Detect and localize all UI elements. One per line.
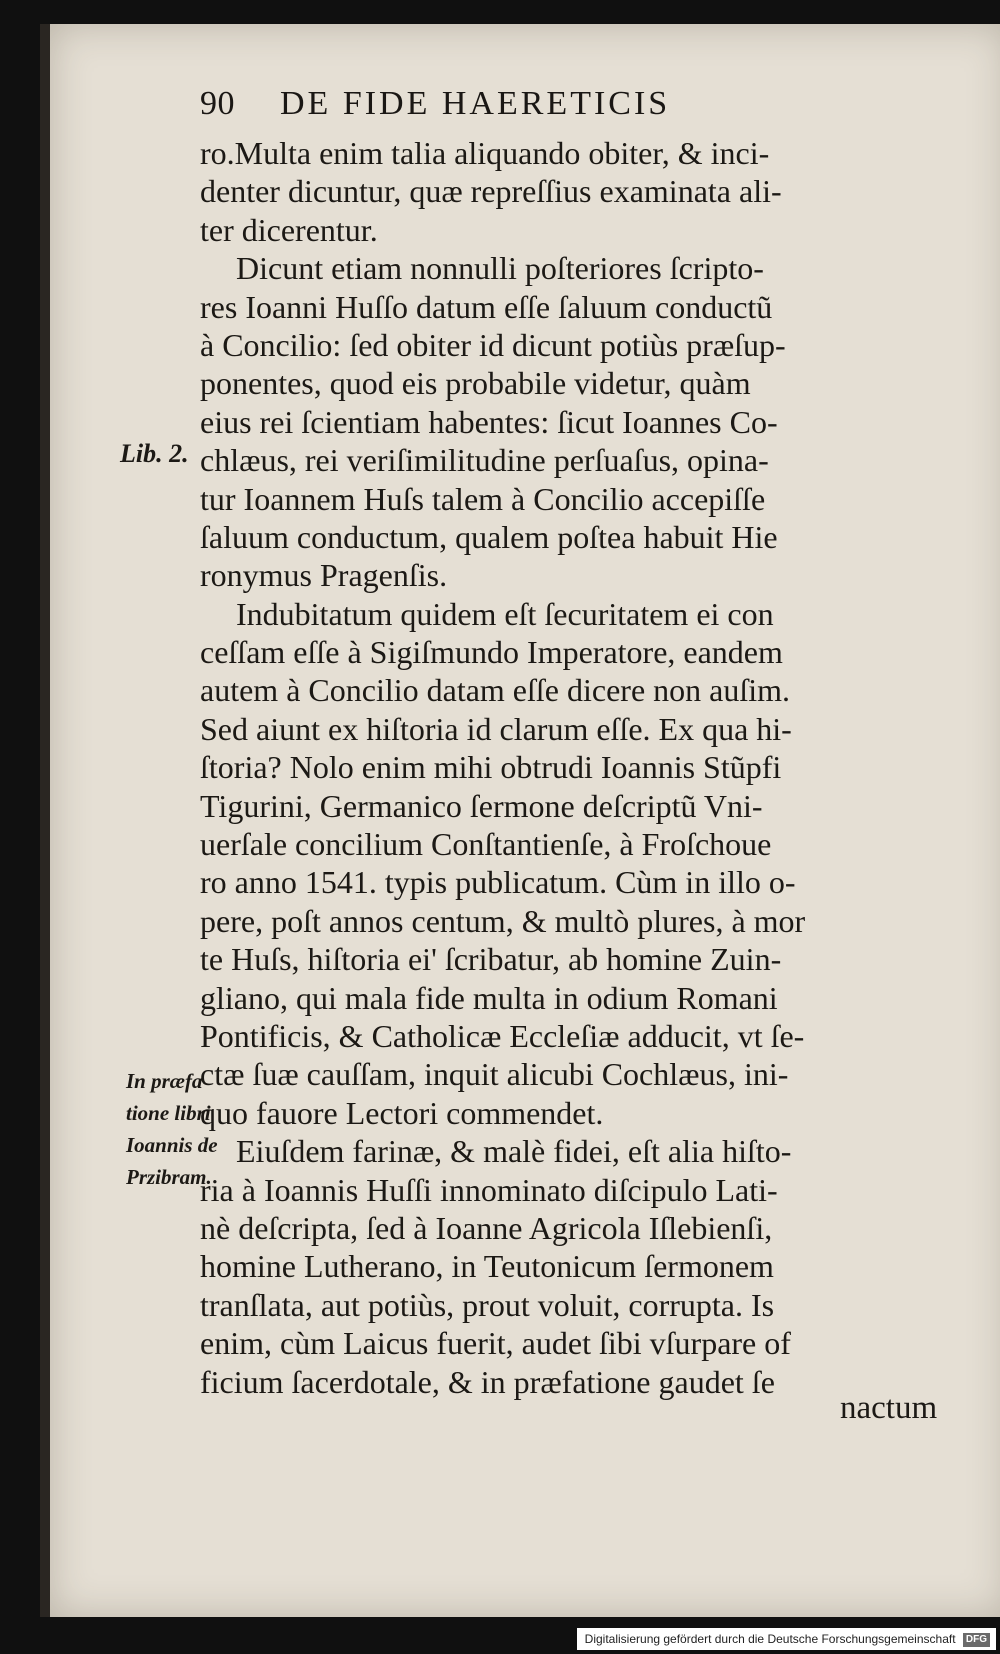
text-line: Eiuſdem farinæ, & malè fidei, eſt alia hiſto-: [236, 1133, 792, 1170]
text-line: ria à Ioannis Huſſi innominato diſcipulo Lati-: [200, 1171, 778, 1208]
text-line: ter dicerentur.: [200, 211, 378, 248]
text-line: eius rei ſcientiam habentes: ſicut Ioannes Co-: [200, 403, 778, 440]
dfg-logo: DFG: [963, 1633, 990, 1647]
text-line: denter dicuntur, quæ repreſſius examinata ali-: [200, 173, 782, 210]
text-line: ro.Multa enim talia aliquando obiter, & inci-: [200, 135, 770, 171]
text-line: à Concilio: ſed obiter id dicunt potiùs præſup-: [200, 326, 786, 363]
text-line: ceſſam eſſe à Sigiſmundo Imperatore, eandem: [200, 634, 783, 671]
text-line: enim, cùm Laicus fuerit, audet ſibi vſurpare of: [200, 1325, 791, 1362]
text-line: tur Ioannem Huſs talem à Concilio accepiſſe: [200, 480, 766, 517]
text-line: Sed aiunt ex hiſtoria id clarum eſſe. Ex qua hi-: [200, 710, 792, 747]
margin-note-line: Przibram.: [126, 1165, 212, 1189]
text-line: uerſale concilium Conſtantienſe, à Froſchoue: [200, 826, 772, 863]
margin-note-line: tione libri: [126, 1101, 211, 1125]
margin-note-line: In præfa: [126, 1069, 203, 1093]
text-line: nè deſcripta, ſed à Ioanne Agricola Iſlebienſi,: [200, 1209, 773, 1246]
margin-note-line: Ioannis de: [126, 1133, 218, 1157]
running-title: DE FIDE HAERETICIS: [280, 85, 671, 122]
text-line: Indubitatum quidem eſt ſecuritatem ei con: [236, 595, 774, 632]
text-line: ponentes, quod eis probabile videtur, quàm: [200, 365, 751, 402]
text-line: chlæus, rei veriſimilitudine perſuaſus, opina-: [200, 442, 769, 479]
text-line: Dicunt etiam nonnulli poſteriores ſcripto-: [236, 250, 764, 287]
page-number: 90: [200, 85, 235, 122]
text-line: Tigurini, Germanico ſermone deſcriptũ Vni-: [200, 787, 763, 824]
text-line: res Ioanni Huſſo datum eſſe ſaluum conductũ: [200, 288, 773, 325]
text-line: homine Lutherano, in Teutonicum ſermonem: [200, 1248, 774, 1285]
text-line: gliano, qui mala fide multa in odium Romani: [200, 979, 778, 1016]
text-line: ſaluum conductum, qualem poſtea habuit Hie: [200, 518, 778, 555]
text-line: te Huſs, hiſtoria ei' ſcribatur, ab homine Zuin-: [200, 941, 782, 978]
running-head: [200, 85, 670, 123]
text-line: ficium ſacerdotale, & in præfatione gaudet ſe: [200, 1363, 775, 1400]
text-line: tranſlata, aut potiùs, prout voluit, corrupta. Is: [200, 1286, 775, 1323]
text-line: pere, poſt annos centum, & multò plures, à mor: [200, 902, 806, 939]
text-line: ro anno 1541. typis publicatum. Cùm in illo o-: [200, 864, 796, 901]
body-text: [200, 134, 912, 1401]
digitization-credit: [577, 1628, 996, 1650]
credit-text: Digitalisierung gefördert durch die Deutsche Forschungsgemeinschaft: [584, 1632, 956, 1646]
text-line: quo fauore Lectori commendet.: [200, 1094, 604, 1131]
text-line: ctæ ſuæ cauſſam, inquit alicubi Cochlæus, ini-: [200, 1056, 789, 1093]
text-line: Pontificis, & Catholicæ Eccleſiæ adducit, vt ſe-: [200, 1017, 805, 1054]
text-line: ſtoria? Nolo enim mihi obtrudi Ioannis Stũpfi: [200, 749, 782, 786]
catchword: nactum: [840, 1390, 938, 1426]
text-line: autem à Concilio datam eſſe dicere non auſim.: [200, 672, 791, 709]
margin-note-lib: Lib. 2.: [120, 439, 189, 468]
text-line: ronymus Pragenſis.: [200, 557, 448, 594]
